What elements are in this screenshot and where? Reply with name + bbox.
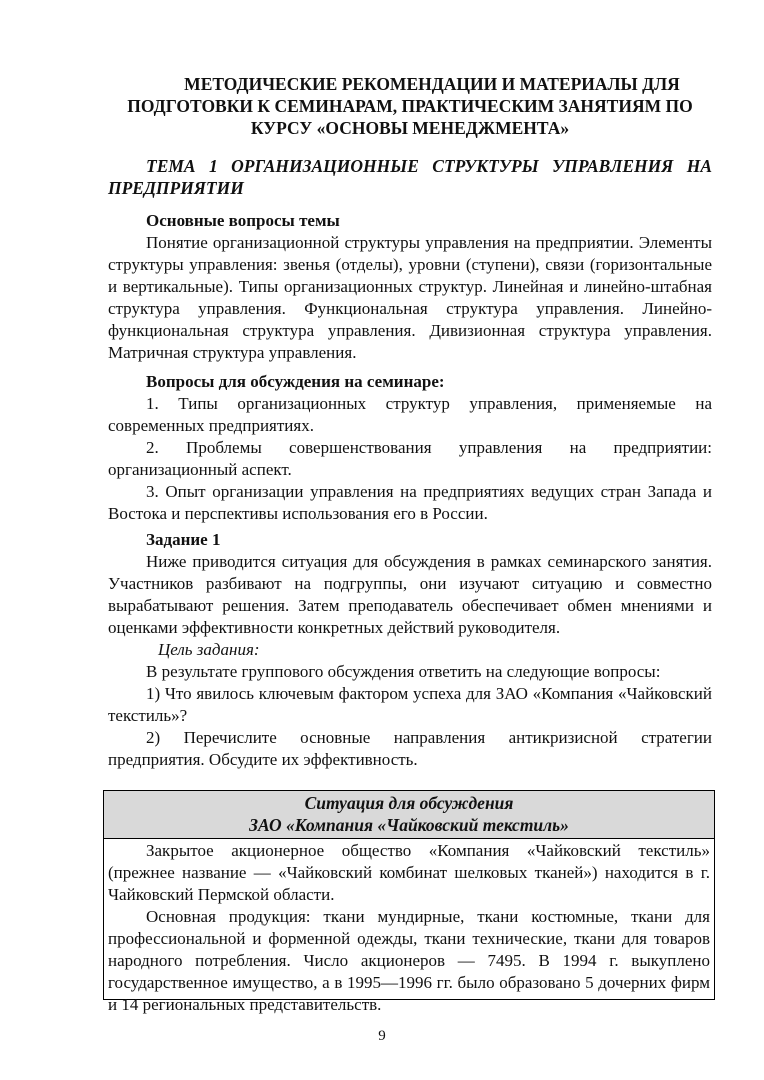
task-goal-label: Цель задания: <box>158 640 260 659</box>
seminar-title: Вопросы для обсуждения на семинаре: <box>146 372 445 391</box>
heading-line-2: ПОДГОТОВКИ К СЕМИНАРАМ, ПРАКТИЧЕСКИМ ЗАНЯТИЯМ ПО <box>127 96 693 116</box>
topic-title: ТЕМА 1 ОРГАНИЗАЦИОННЫЕ СТРУКТУРЫ УПРАВЛЕНИЯ НА ПРЕДПРИЯТИИ <box>108 156 712 198</box>
main-questions-title: Основные вопросы темы <box>146 211 340 230</box>
task-question: 1) Что явилось ключевым фактором успеха для ЗАО «Компания «Чайковский текстиль»? <box>108 684 712 725</box>
document-heading <box>108 73 712 139</box>
situation-header-line-1: Ситуация для обсуждения <box>304 793 514 813</box>
situation-header-line-2: ЗАО «Компания «Чайковский текстиль» <box>249 815 569 835</box>
situation-paragraph: Закрытое акционерное общество «Компания «Чайковский текстиль» (прежнее название — «Чайковский комбинат шелковых тканей») находится в г. Чайковский Пермской области. <box>108 841 710 904</box>
seminar-item: 3. Опыт организации управления на предприятиях ведущих стран Запада и Востока и перспективы использования его в России. <box>108 482 712 523</box>
task-section <box>108 529 712 771</box>
main-questions-section <box>108 210 712 364</box>
seminar-section <box>108 371 712 525</box>
page-number: 9 <box>378 1028 386 1044</box>
task-intro: Ниже приводится ситуация для обсуждения в рамках семинарского занятия. Участников разбивают на подгруппы, они изучают ситуацию и совместно вырабатывают решения. Затем преподаватель обеспечивает обмен мнениями и оценками эффективности конкретных действий руководителя. <box>108 552 712 637</box>
situation-paragraph: Основная продукция: ткани мундирные, ткани костюмные, ткани для профессиональной и форменной одежды, ткани технические, ткани для товаров народного потребления. Число акционеров — 7495. В 1994 г. выкуплено государственное имущество, а в 1995—1996 гг. было образовано 5 дочерних фирм и 14 региональных представительств. <box>108 907 710 1014</box>
seminar-item: 1. Типы организационных структур управления, применяемые на современных предприятиях. <box>108 394 712 435</box>
task-goal-text: В результате группового обсуждения ответить на следующие вопросы: <box>146 662 661 681</box>
main-questions-text: Понятие организационной структуры управления на предприятии. Элементы структуры управления: звенья (отделы), уровни (ступени), связи (горизонтальные и вертикальные). Типы организационных структур. Линейная и линейно-штабная структура управления. Функциональная структура управления. Линейно-функциональная структура управления. Дивизионная структура управления. Матричная структура управления. <box>108 233 712 362</box>
situation-body <box>104 839 714 1016</box>
heading-line-1: МЕТОДИЧЕСКИЕ РЕКОМЕНДАЦИИ И МАТЕРИАЛЫ ДЛЯ <box>184 74 680 94</box>
situation-header <box>104 791 714 839</box>
seminar-item: 2. Проблемы совершенствования управления на предприятии: организационный аспект. <box>108 438 712 479</box>
heading-line-3: КУРСУ «ОСНОВЫ МЕНЕДЖМЕНТА» <box>250 118 570 138</box>
task-question: 2) Перечислите основные направления антикризисной стратегии предприятия. Обсудите их эффективность. <box>108 728 712 769</box>
task-title: Задание 1 <box>146 530 221 549</box>
situation-box <box>103 790 715 1014</box>
